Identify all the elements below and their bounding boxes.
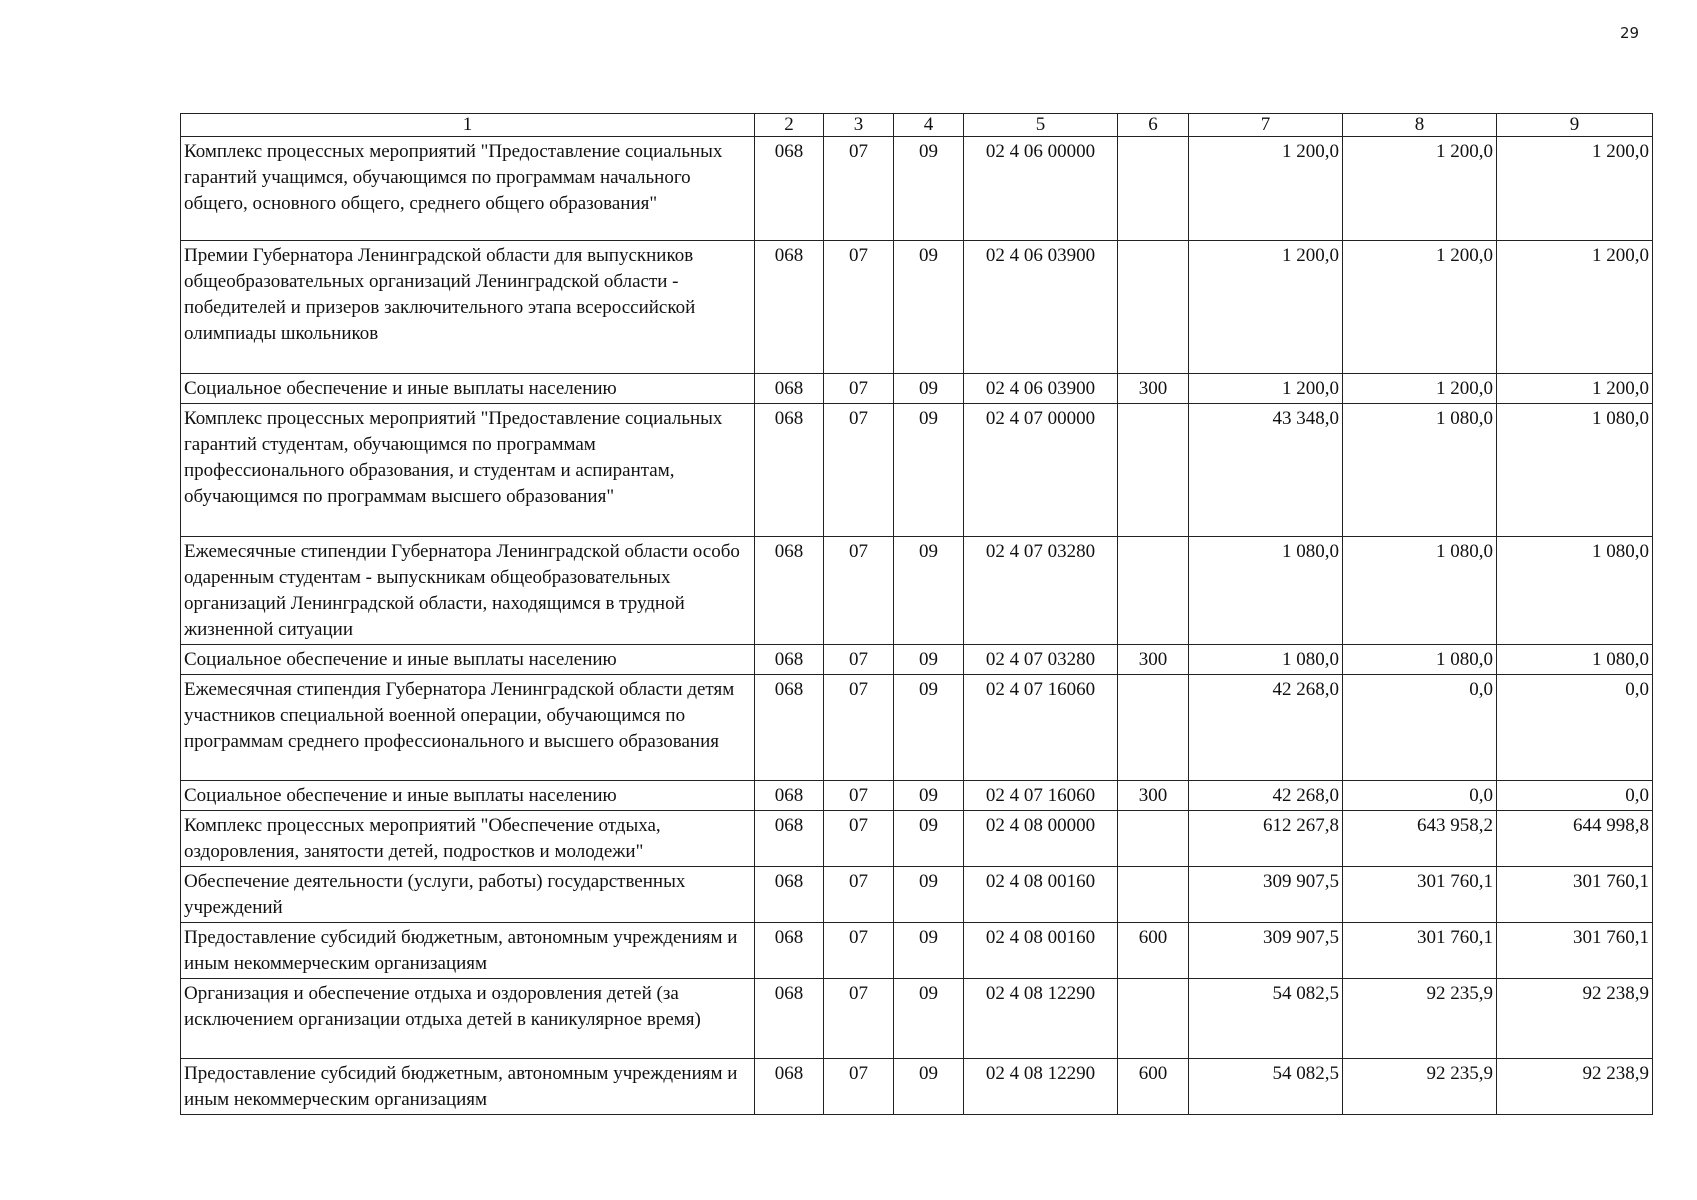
table-row [181,537,1653,645]
cell-3: 07 [824,675,894,781]
cell-8: 1 080,0 [1343,537,1497,645]
table-row [181,137,1653,241]
cell-8: 1 080,0 [1343,645,1497,675]
cell-7: 54 082,5 [1189,979,1343,1059]
cell-7: 309 907,5 [1189,923,1343,979]
row-name: Комплекс процессных мероприятий "Обеспечение отдыха, оздоровления, занятости детей, подростков и молодежи" [181,811,755,867]
cell-3: 07 [824,811,894,867]
column-header: 9 [1497,114,1653,137]
cell-6 [1118,675,1189,781]
cell-5: 02 4 08 00000 [964,811,1118,867]
row-name: Социальное обеспечение и иные выплаты населению [181,374,755,404]
row-name: Ежемесячные стипендии Губернатора Ленинградской области особо одаренным студентам - выпускникам общеобразовательных организаций Ленинградской области, находящимся в трудной жизненной ситуации [181,537,755,645]
column-header: 2 [755,114,824,137]
cell-7: 42 268,0 [1189,675,1343,781]
cell-3: 07 [824,781,894,811]
cell-9: 1 200,0 [1497,137,1653,241]
row-name: Обеспечение деятельности (услуги, работы) государственных учреждений [181,867,755,923]
cell-7: 42 268,0 [1189,781,1343,811]
cell-4: 09 [894,781,964,811]
cell-4: 09 [894,867,964,923]
cell-3: 07 [824,241,894,374]
cell-6 [1118,137,1189,241]
column-header: 4 [894,114,964,137]
cell-7: 1 080,0 [1189,645,1343,675]
cell-9: 301 760,1 [1497,867,1653,923]
table-row [181,404,1653,537]
cell-4: 09 [894,537,964,645]
cell-8: 301 760,1 [1343,923,1497,979]
table-row [181,923,1653,979]
cell-3: 07 [824,645,894,675]
cell-3: 07 [824,1059,894,1115]
budget-table [180,113,1653,1115]
table-row [181,374,1653,404]
cell-7: 309 907,5 [1189,867,1343,923]
cell-3: 07 [824,404,894,537]
row-name: Премии Губернатора Ленинградской области для выпускников общеобразовательных организаций Ленинградской области - победителей и призеров заключительного этапа всероссийской олимпиады школьников [181,241,755,374]
cell-4: 09 [894,675,964,781]
cell-5: 02 4 07 16060 [964,781,1118,811]
cell-4: 09 [894,137,964,241]
column-header: 6 [1118,114,1189,137]
cell-2: 068 [755,867,824,923]
cell-8: 0,0 [1343,781,1497,811]
cell-8: 92 235,9 [1343,979,1497,1059]
row-name: Социальное обеспечение и иные выплаты населению [181,645,755,675]
cell-3: 07 [824,137,894,241]
cell-3: 07 [824,923,894,979]
cell-7: 1 200,0 [1189,137,1343,241]
row-name: Комплекс процессных мероприятий "Предоставление социальных гарантий учащимся, обучающимся по программам начального общего, основного общего, среднего общего образования" [181,137,755,241]
table-row [181,781,1653,811]
cell-9: 1 080,0 [1497,404,1653,537]
cell-6: 300 [1118,374,1189,404]
cell-8: 1 080,0 [1343,404,1497,537]
cell-3: 07 [824,537,894,645]
cell-9: 1 200,0 [1497,241,1653,374]
cell-6 [1118,241,1189,374]
row-name: Предоставление субсидий бюджетным, автономным учреждениям и иным некоммерческим организациям [181,1059,755,1115]
cell-9: 0,0 [1497,675,1653,781]
cell-2: 068 [755,1059,824,1115]
page-number: 29 [1620,24,1640,42]
table-row [181,645,1653,675]
cell-9: 92 238,9 [1497,979,1653,1059]
cell-2: 068 [755,811,824,867]
cell-9: 644 998,8 [1497,811,1653,867]
cell-8: 1 200,0 [1343,374,1497,404]
cell-2: 068 [755,675,824,781]
column-header: 1 [181,114,755,137]
cell-5: 02 4 08 12290 [964,979,1118,1059]
cell-5: 02 4 06 00000 [964,137,1118,241]
cell-6 [1118,537,1189,645]
cell-2: 068 [755,537,824,645]
cell-6: 300 [1118,645,1189,675]
cell-4: 09 [894,979,964,1059]
cell-8: 643 958,2 [1343,811,1497,867]
row-name: Комплекс процессных мероприятий "Предоставление социальных гарантий студентам, обучающимся по программам профессионального образования, и студентам и аспирантам, обучающимся по программам высшего образования" [181,404,755,537]
cell-4: 09 [894,374,964,404]
row-name: Социальное обеспечение и иные выплаты населению [181,781,755,811]
cell-5: 02 4 06 03900 [964,241,1118,374]
cell-7: 612 267,8 [1189,811,1343,867]
cell-6 [1118,979,1189,1059]
cell-8: 1 200,0 [1343,137,1497,241]
cell-5: 02 4 07 00000 [964,404,1118,537]
column-header: 8 [1343,114,1497,137]
cell-5: 02 4 07 03280 [964,645,1118,675]
cell-2: 068 [755,404,824,537]
cell-4: 09 [894,1059,964,1115]
cell-9: 92 238,9 [1497,1059,1653,1115]
column-header: 5 [964,114,1118,137]
cell-8: 0,0 [1343,675,1497,781]
cell-9: 1 080,0 [1497,645,1653,675]
cell-6: 600 [1118,923,1189,979]
cell-4: 09 [894,645,964,675]
cell-3: 07 [824,374,894,404]
cell-7: 1 080,0 [1189,537,1343,645]
cell-5: 02 4 08 12290 [964,1059,1118,1115]
cell-7: 1 200,0 [1189,374,1343,404]
cell-7: 43 348,0 [1189,404,1343,537]
cell-7: 1 200,0 [1189,241,1343,374]
cell-6: 300 [1118,781,1189,811]
cell-5: 02 4 08 00160 [964,923,1118,979]
row-name: Ежемесячная стипендия Губернатора Ленинградской области детям участников специальной военной операции, обучающимся по программам среднего профессионального и высшего образования [181,675,755,781]
cell-8: 1 200,0 [1343,241,1497,374]
table-row [181,811,1653,867]
row-name: Предоставление субсидий бюджетным, автономным учреждениям и иным некоммерческим организациям [181,923,755,979]
cell-2: 068 [755,374,824,404]
cell-4: 09 [894,811,964,867]
cell-7: 54 082,5 [1189,1059,1343,1115]
table-row [181,241,1653,374]
cell-5: 02 4 07 03280 [964,537,1118,645]
header-row [181,114,1653,137]
cell-9: 1 080,0 [1497,537,1653,645]
cell-8: 301 760,1 [1343,867,1497,923]
table-row [181,979,1653,1059]
cell-2: 068 [755,781,824,811]
cell-2: 068 [755,923,824,979]
cell-9: 1 200,0 [1497,374,1653,404]
cell-6 [1118,811,1189,867]
cell-3: 07 [824,867,894,923]
cell-6: 600 [1118,1059,1189,1115]
cell-2: 068 [755,645,824,675]
column-header: 7 [1189,114,1343,137]
cell-6 [1118,867,1189,923]
cell-5: 02 4 08 00160 [964,867,1118,923]
cell-9: 0,0 [1497,781,1653,811]
column-header: 3 [824,114,894,137]
cell-4: 09 [894,241,964,374]
cell-5: 02 4 06 03900 [964,374,1118,404]
cell-2: 068 [755,979,824,1059]
cell-8: 92 235,9 [1343,1059,1497,1115]
table-row [181,867,1653,923]
cell-2: 068 [755,137,824,241]
cell-2: 068 [755,241,824,374]
row-name: Организация и обеспечение отдыха и оздоровления детей (за исключением организации отдыха детей в каникулярное время) [181,979,755,1059]
cell-9: 301 760,1 [1497,923,1653,979]
table-row [181,675,1653,781]
table-row [181,1059,1653,1115]
cell-4: 09 [894,404,964,537]
cell-4: 09 [894,923,964,979]
cell-6 [1118,404,1189,537]
cell-5: 02 4 07 16060 [964,675,1118,781]
cell-3: 07 [824,979,894,1059]
